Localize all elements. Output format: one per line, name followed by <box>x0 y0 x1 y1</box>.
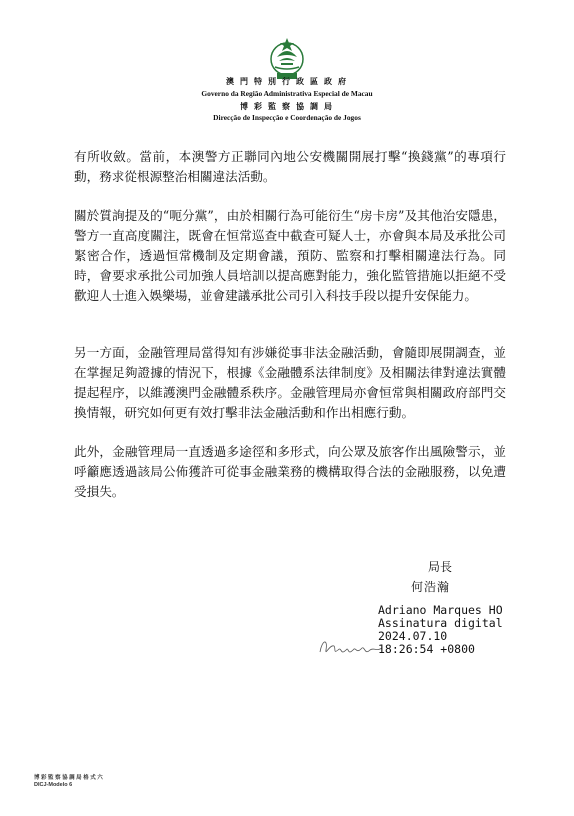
digital-signature-label: Assinatura digital <box>378 616 503 630</box>
footer-form-label: 博 彩 監 察 協 調 局 格 式 六 <box>34 775 103 781</box>
header-department-zh: 博 彩 監 察 協 調 局 <box>240 102 334 111</box>
paragraph-3: 另一方面，金融管理局當得知有涉嫌從事非法金融活動，會隨即展開調查，並在掌握足夠證據的情況下，根據《金融體系法律制度》及相關法律對違法實體提起程序，以維護澳門金融體系秩序。金融管理局亦會恒常與相關政府部門交換情報，研究如何更有效打擊非法金融活動和作出相應行動。 <box>74 345 506 420</box>
header-government-zh: 澳 門 特 別 行 政 區 政 府 <box>226 77 348 86</box>
paragraph-4: 此外，金融管理局一直透過多途徑和多形式，向公眾及旅客作出風險警示，並呼籲應透過該局公佈獲許可從事金融業務的機構取得合法的金融服務，以免遭受損失。 <box>74 444 506 499</box>
handwritten-signature <box>316 630 386 664</box>
header-government-pt: Governo da Região Administrativa Especial de Macau <box>201 89 373 98</box>
header-department-pt: Direcção de Inspecção e Coordenação de Jogos <box>213 113 361 122</box>
paragraph-1: 有所收斂。當前，本澳警方正聯同內地公安機關開展打擊“換錢黨”的專項行動，務求從根源整治相關違法活動。 <box>74 149 506 184</box>
footer-form-code: DICJ-Modelo 6 <box>34 782 73 788</box>
digital-signature-block <box>378 604 503 656</box>
digital-signature-name: Adriano Marques HO <box>378 603 503 617</box>
digital-signature-date: 2024.07.10 <box>378 629 448 643</box>
signer-name: 何浩瀚 <box>411 580 451 594</box>
signer-title: 局長 <box>428 560 453 574</box>
paragraph-2: 關於質詢提及的“呃分黨”，由於相關行為可能衍生“房卡房”及其他治安隱患，警方一直高度關注，既會在恒常巡查中截查可疑人士，亦會與本局及承批公司緊密合作，透過恒常機制及定期會議，預防、監察和打擊相關違法行為。同時，會要求承批公司加強人員培訓以提高應對能力，強化監管措施以拒絕不受歡迎人士進入娛樂場，並會建議承批公司引入科技手段以提升安保能力。 <box>74 208 506 303</box>
macau-emblem-logo <box>265 35 309 81</box>
digital-signature-time: 18:26:54 +0800 <box>378 642 475 656</box>
